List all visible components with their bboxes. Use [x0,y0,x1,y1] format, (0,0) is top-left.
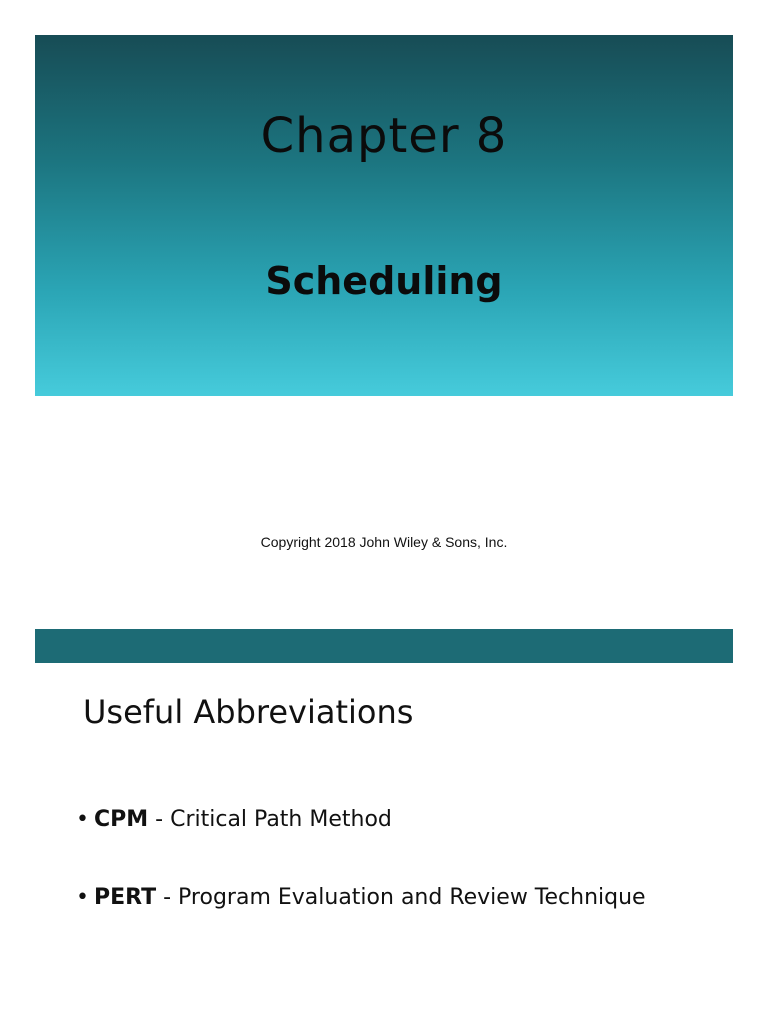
copyright-notice: Copyright 2018 John Wiley & Sons, Inc. [260,534,508,550]
abbreviation-definition: - Critical Path Method [148,807,392,832]
list-item [76,802,646,838]
bullet-icon: • [76,885,89,910]
title-banner [35,35,733,396]
slide-subtitle: Scheduling [265,259,503,303]
bullet-icon: • [76,807,89,832]
list-item [76,880,646,916]
abbreviations-heading: Useful Abbreviations [83,693,414,731]
abbreviation-definition: - Program Evaluation and Review Technique [156,885,646,910]
slide-title: Chapter 8 [260,108,508,164]
abbreviation-list [76,802,646,958]
abbreviation-term: CPM [94,807,149,832]
abbreviation-term: PERT [94,885,157,910]
header-bar [35,629,733,663]
